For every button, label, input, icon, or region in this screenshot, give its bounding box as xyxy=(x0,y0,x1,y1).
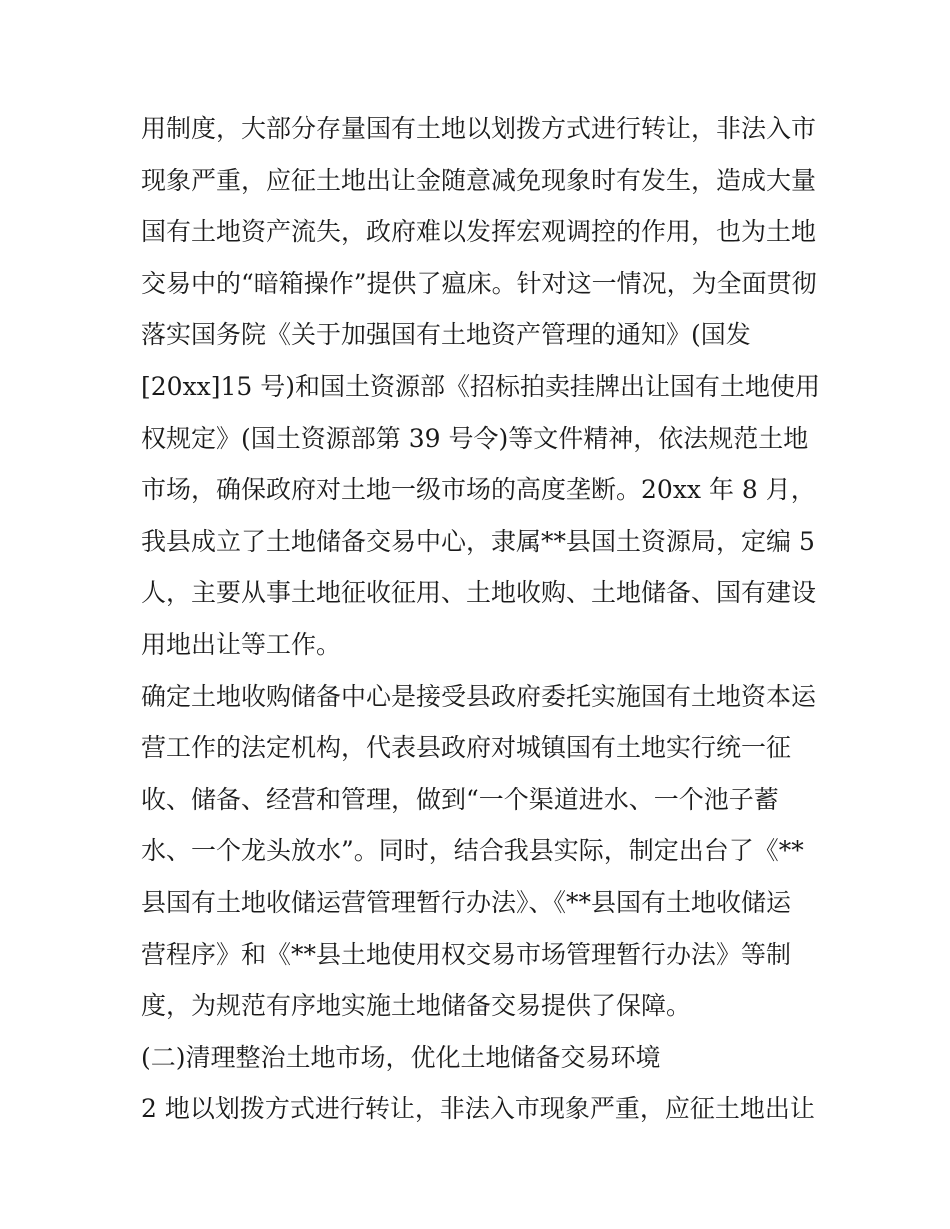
text-line: 市场，确保政府对土地一级市场的高度垄断。20xx 年 8 月， xyxy=(141,475,816,505)
text-line: 落实国务院《关于加强国有土地资产管理的通知》(国发 xyxy=(141,320,751,350)
text-line: 2 地以划拨方式进行转让，非法入市现象严重，应征土地出让 xyxy=(141,1094,815,1124)
document-body xyxy=(141,103,821,1135)
text-line: 度，为规范有序地实施土地储备交易提供了保障。 xyxy=(141,991,692,1021)
text-line: 水、一个龙头放水”。同时，结合我县实际，制定出台了《** xyxy=(141,836,804,866)
text-line: 用制度，大部分存量国有土地以划拨方式进行转让，非法入市 xyxy=(141,114,817,143)
text-line: 人，主要从事土地征收征用、土地收购、土地储备、国有建设 xyxy=(141,578,817,608)
text-line: 国有土地资产流失，政府难以发挥宏观调控的作用，也为土地 xyxy=(141,217,817,247)
section-heading: (二)清理整治土地市场，优化土地储备交易环境 xyxy=(141,1042,661,1072)
text-line: 权规定》(国土资源部第 39 号令)等文件精神，依法规范土地 xyxy=(141,423,809,453)
text-line: 用地出让等工作。 xyxy=(141,629,342,659)
text-line: 现象严重，应征土地出让金随意减免现象时有发生，造成大量 xyxy=(141,165,817,195)
text-line: [20xx]15 号)和国土资源部《招标拍卖挂牌出让国有土地使用 xyxy=(141,371,821,401)
text-line: 我县成立了土地储备交易中心，隶属**县国土资源局，定编 5 xyxy=(141,526,815,556)
text-line: 营工作的法定机构，代表县政府对城镇国有土地实行统一征 xyxy=(141,733,792,763)
text-line: 县国有土地收储运营管理暂行办法》、《**县国有土地收储运 xyxy=(141,887,792,917)
text-line: 营程序》和《**县土地使用权交易市场管理暂行办法》等制 xyxy=(141,939,792,969)
paragraph-start-line: 确定土地收购储备中心是接受县政府委托实施国有土地资本运 xyxy=(141,681,817,711)
text-line: 交易中的“暗箱操作”提供了瘟床。针对这一情况，为全面贯彻 xyxy=(141,268,817,298)
text-line: 收、储备、经营和管理，做到“一个渠道进水、一个池子蓄 xyxy=(141,784,779,814)
